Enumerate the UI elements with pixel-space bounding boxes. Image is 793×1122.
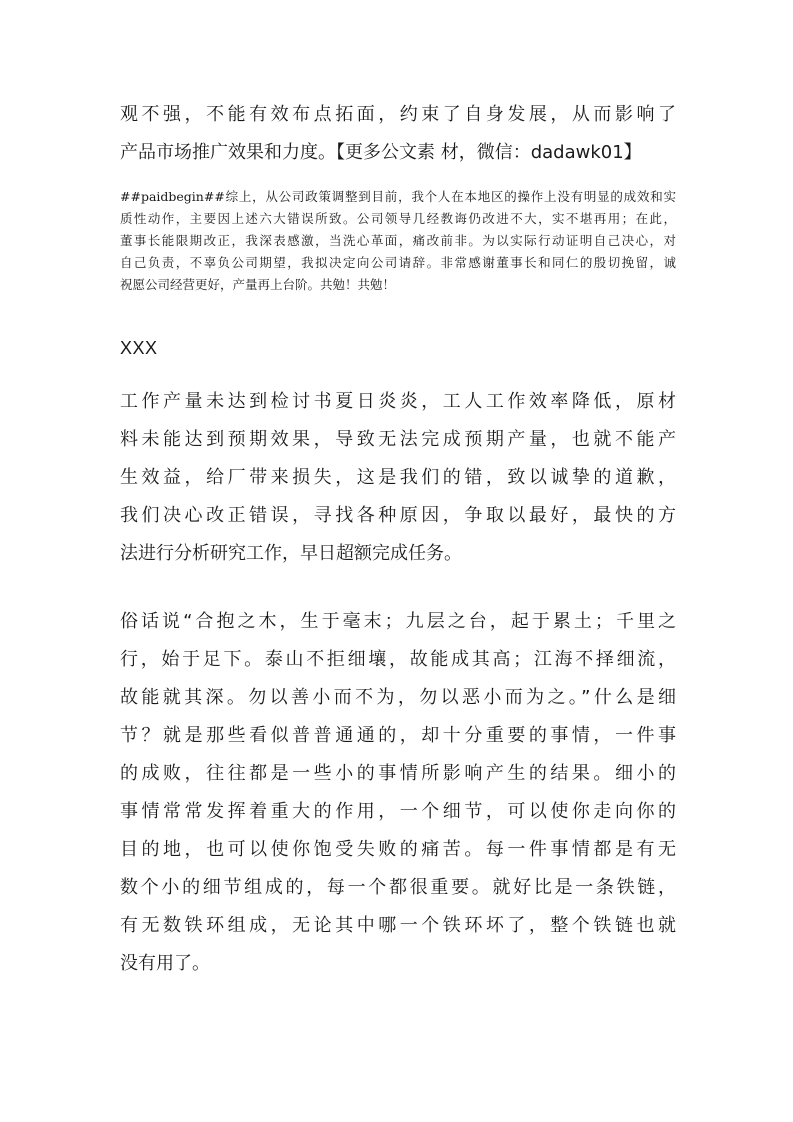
text-line: 工作产量未达到检讨书夏日炎炎，工人工作效率降低，原材 — [120, 391, 676, 412]
section-heading — [120, 333, 676, 363]
text-line: 数个小的细节组成的，每一个都很重要。就好比是一条铁链， — [120, 877, 676, 898]
text-line: 没有用了。 — [120, 953, 210, 974]
paragraph-production — [120, 383, 676, 573]
text-line: 节？就是那些看似普普通通的，却十分重要的事情，一件事 — [120, 725, 676, 746]
text-line: 的成败，往往都是一些小的事情所影响产生的结果。细小的 — [120, 763, 676, 784]
text-line: 祝愿公司经营更好，产量再上台阶。共勉！共勉！ — [120, 277, 396, 292]
text-line: 俗话说“合抱之木，生于毫末；九层之台，起于累土；千里之 — [120, 611, 676, 632]
text-line: 生效益，给厂带来损失，这是我们的错，致以诚挚的道歉， — [120, 467, 676, 488]
paragraph-intro-continuation — [120, 96, 676, 172]
paragraph-summary — [120, 186, 676, 296]
text-line: 法进行分析研究工作，早日超额完成任务。 — [120, 543, 462, 564]
text-line: 行，始于足下。泰山不拒细壤，故能成其高；江海不择细流， — [120, 649, 676, 670]
text-line: 质性动作，主要因上述六大错误所致。公司领导几经教诲仍改进不大，实不堪再用；在此， — [120, 211, 676, 226]
text-line: 有无数铁环组成，无论其中哪一个铁环坏了，整个铁链也就 — [120, 915, 676, 936]
text-line: 董事长能限期改正，我深表感激，当洗心革面，痛改前非。为以实际行动证明自己决心，对 — [120, 233, 676, 248]
text-line: 自己负责，不辜负公司期望，我拟决定向公司请辞。非常感谢董事长和同仁的殷切挽留，诚 — [120, 255, 676, 270]
heading-text: XXX — [120, 338, 158, 358]
text-line: 观不强，不能有效布点拓面，约束了自身发展，从而影响了 — [120, 104, 676, 125]
paragraph-details — [120, 603, 676, 983]
text-line: 目的地，也可以使你饱受失败的痛苦。每一件事情都是有无 — [120, 839, 676, 860]
text-line: 我们决心改正错误，寻找各种原因，争取以最好，最快的方 — [120, 505, 676, 526]
text-line: 事情常常发挥着重大的作用，一个细节，可以使你走向你的 — [120, 801, 676, 822]
text-line: 料未能达到预期效果，导致无法完成预期产量，也就不能产 — [120, 429, 676, 450]
text-line: 故能就其深。勿以善小而不为，勿以恶小而为之。”什么是细 — [120, 687, 676, 708]
text-line: 产品市场推广效果和力度。【更多公文素 材，微信：dadawk01】 — [120, 142, 642, 163]
text-line: ##paidbegin##综上，从公司政策调整到目前，我个人在本地区的操作上没有明显的成效和实 — [120, 189, 676, 204]
